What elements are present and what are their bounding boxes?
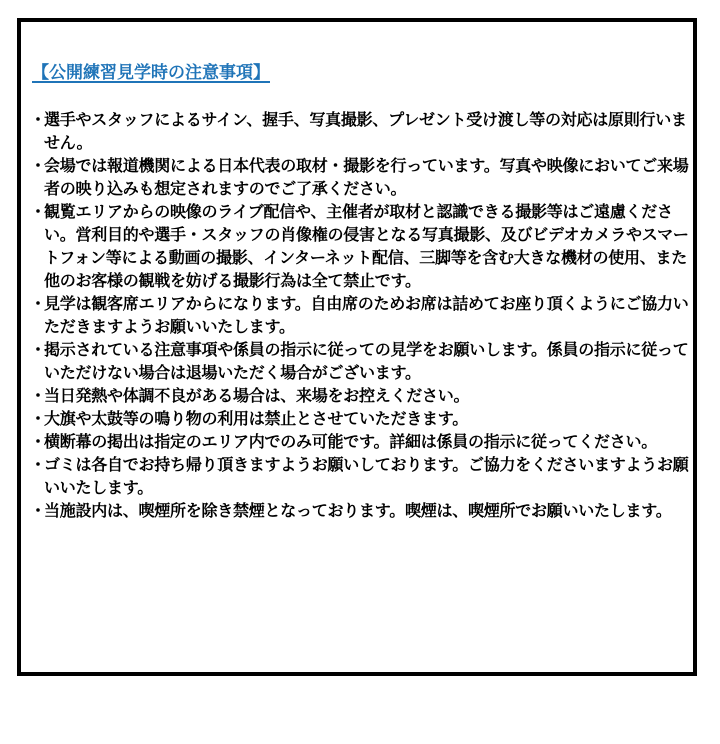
notice-title: 【公開練習見学時の注意事項】	[32, 63, 270, 83]
notice-box	[17, 18, 697, 676]
notice-item-seating	[30, 292, 692, 338]
bullet-icon: ・	[30, 409, 46, 428]
bullet-icon: ・	[30, 340, 46, 359]
notice-item-garbage	[30, 453, 692, 499]
notice-item-banners	[30, 430, 692, 453]
bullet-icon: ・	[30, 294, 46, 313]
notice-item-staff-instructions	[30, 338, 692, 384]
bullet-icon: ・	[30, 386, 46, 405]
bullet-icon: ・	[30, 455, 46, 474]
notice-item-health-condition	[30, 384, 692, 407]
notice-item-media-coverage	[30, 154, 692, 200]
bullet-icon: ・	[30, 110, 46, 129]
notice-item-text: 選手やスタッフによるサイン、握手、写真撮影、プレゼント受け渡し等の対応は原則行いません。	[44, 110, 687, 152]
notice-item-text: ゴミは各自でお持ち帰り頂きますようお願いしております。ご協力をくださいますようお願いいたします。	[44, 455, 689, 497]
notice-item-smoking	[30, 499, 692, 522]
notice-item-text: 見学は観客席エリアからになります。自由席のためお席は詰めてお座り頂くようにご協力いただきますようお願いいたします。	[44, 294, 689, 336]
notice-item-filming-prohibition	[30, 200, 692, 292]
bullet-icon: ・	[30, 432, 46, 451]
notice-item-text: 大旗や太鼓等の鳴り物の利用は禁止とさせていただきます。	[44, 409, 468, 428]
notice-list	[30, 108, 692, 522]
notice-item-autograph-policy	[30, 108, 692, 154]
notice-item-text: 観覧エリアからの映像のライブ配信や、主催者が取材と認識できる撮影等はご遠慮ください。営利目的や選手・スタッフの肖像権の侵害となる写真撮影、及びビデオカメラやスマートフォン等による動画の撮影、インターネット配信、三脚等を含む大きな機材の使用、また他のお客様の観戦を妨げる撮影行為は全て禁止です。	[44, 202, 689, 290]
notice-item-text: 当日発熱や体調不良がある場合は、来場をお控えください。	[44, 386, 470, 405]
notice-item-text: 横断幕の掲出は指定のエリア内でのみ可能です。詳細は係員の指示に従ってください。	[44, 432, 657, 451]
notice-item-noise-makers	[30, 407, 692, 430]
notice-item-text: 会場では報道機関による日本代表の取材・撮影を行っています。写真や映像においてご来場者の映り込みも想定されますのでご了承ください。	[44, 156, 689, 198]
bullet-icon: ・	[30, 202, 46, 221]
bullet-icon: ・	[30, 156, 46, 175]
bullet-icon: ・	[30, 501, 46, 520]
notice-item-text: 掲示されている注意事項や係員の指示に従っての見学をお願いします。係員の指示に従っていただけない場合は退場いただく場合がございます。	[44, 340, 689, 382]
notice-item-text: 当施設内は、喫煙所を除き禁煙となっております。喫煙は、喫煙所でお願いいたします。	[44, 501, 672, 520]
